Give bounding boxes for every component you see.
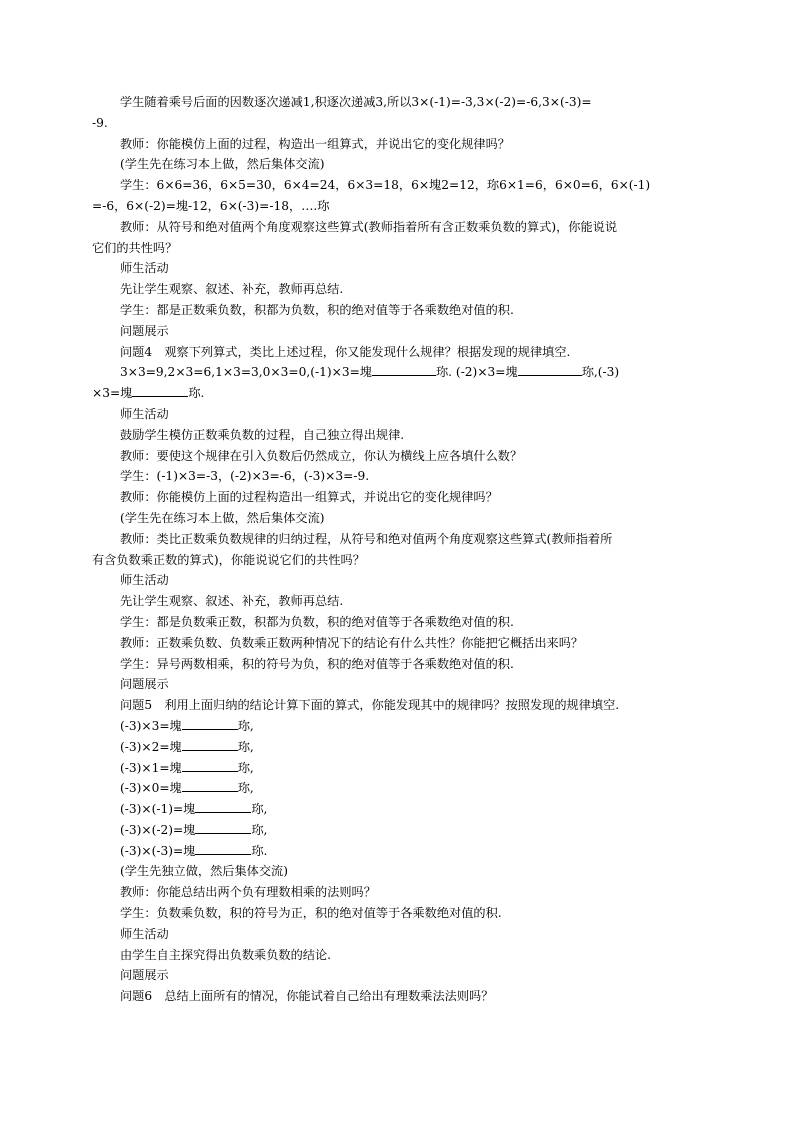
fill-text: 珎,(-3) [581,365,620,380]
practice-note: (学生先独立做，然后集体交流) [120,864,288,879]
section-label-activity: 师生活动 [120,406,169,421]
practice-note: (学生先在练习本上做，然后集体交流) [120,157,325,172]
equation-text: (-3)×3=塊 [120,718,182,733]
paragraph-student-pattern-line1: 学生随着乘号后面的因数逐次递减1,积逐次递减3,所以3×(-1)=-3,3×(-2)=-6,3×(-3)= [120,95,592,109]
fill-blank[interactable] [518,363,582,376]
teacher-question: 教师：要使这个规律在引入负数后仍然成立，你认为横线上应各填什么数？ [120,448,523,463]
equation-row [120,716,684,737]
student-equations-line1: 学生：6×6=36，6×5=30，6×4=24，6×3=18，6×塊2=12，珎6×1=6，6×0=6，6×(-1) [120,178,651,193]
equation-text: (-3)×(-3)=塊 [120,843,196,858]
fill-text: 珎. [188,386,205,401]
student-answer: 学生：都是负数乘正数，积都为负数，积的绝对值等于各乘数绝对值的积. [120,614,514,629]
section-label-problem: 问题展示 [120,323,169,338]
equation-end: 珎, [237,760,254,775]
equation-row [120,737,684,758]
teacher-observe-line2: 它们的共性吗？ [92,240,178,255]
fill-blank[interactable] [132,384,188,397]
teacher-question: 教师：正数乘负数、负数乘正数两种情况下的结论有什么共性？你能把它概括出来吗？ [120,635,584,650]
equation-end: 珎, [251,822,268,837]
equation-text: (-3)×0=塊 [120,781,182,796]
teacher-analogy-line2: 有含负数乘正数的算式)，你能说说它们的共性吗？ [92,552,365,567]
section-label-problem: 问题展示 [120,677,169,692]
section-label-problem: 问题展示 [120,968,169,983]
section-label-activity: 师生活动 [120,573,169,588]
activity-text: 鼓励学生模仿正数乘负数的过程，自己独立得出规律. [120,427,405,442]
equation-row [120,778,684,799]
equation-end: 珎, [237,781,254,796]
equation-end: 珎, [237,718,254,733]
equation-row [120,841,684,862]
activity-text: 由学生自主探究得出负数乘负数的结论. [120,947,332,962]
problem-5-title: 问题5 利用上面归纳的结论计算下面的算式，你能发现其中的规律吗？按照发现的规律填空. [120,698,620,713]
student-equations-line2: =-6，6×(-2)=塊-12，6×(-3)=-18，….珎 [92,198,330,213]
teacher-analogy-line1: 教师：类比正数乘负数规律的归纳过程，从符号和绝对值两个角度观察这些算式(教师指着所 [120,531,613,546]
fill-blank[interactable] [182,717,238,730]
paragraph-student-pattern-line2: -9. [92,115,108,130]
student-answer: 学生：异号两数相乘，积的符号为负，积的绝对值等于各乘数绝对值的积. [120,656,514,671]
fill-blank[interactable] [182,759,238,772]
equation-text: (-3)×1=塊 [120,760,182,775]
equation-row [120,820,684,841]
activity-text: 先让学生观察、叙述、补充，教师再总结. [120,282,344,297]
equation-text: (-3)×(-1)=塊 [120,802,196,817]
fill-blank[interactable] [195,800,251,813]
student-answer: 学生：都是正数乘负数，积都为负数，积的绝对值等于各乘数绝对值的积. [120,302,514,317]
equation-end: 珎, [251,802,268,817]
teacher-observe-line1: 教师：从符号和绝对值两个角度观察这些算式(教师指着所有含正数乘负数的算式)，你能说说 [120,219,618,234]
fill-text: 珎. (-2)×3=塊 [436,365,518,380]
fill-blank[interactable] [182,738,238,751]
problem-4-title: 问题4 观察下列算式，类比上述过程，你又能发现什么规律？根据发现的规律填空. [120,344,571,359]
fill-blank[interactable] [372,363,436,376]
teacher-question: 教师：你能模仿上面的过程构造出一组算式，并说出它的变化规律吗？ [120,490,498,505]
student-answer: 学生：(-1)×3=-3，(-2)×3=-6，(-3)×3=-9. [120,469,370,484]
section-label-activity: 师生活动 [120,926,169,941]
equation-end: 珎. [251,843,268,858]
equation-end: 珎, [237,739,254,754]
fill-blank[interactable] [182,779,238,792]
teacher-question: 教师：你能模仿上面的过程，构造出一组算式，并说出它的变化规律吗？ [120,136,510,151]
fill-text: ×3=塊 [92,386,133,401]
problem-4-fill-line2 [92,383,684,404]
problem-6-title: 问题6 总结上面所有的情况，你能试着自己给出有理数乘法法则吗？ [120,989,494,1004]
activity-text: 先让学生观察、叙述、补充，教师再总结. [120,594,344,609]
problem-4-fill-line1 [120,362,684,383]
fill-text: 3×3=9,2×3=6,1×3=3,0×3=0,(-1)×3=塊 [120,365,372,380]
teacher-question: 教师：你能总结出两个负有理数相乘的法则吗？ [120,885,376,900]
fill-blank[interactable] [195,821,251,834]
equation-row [120,758,684,779]
practice-note: (学生先在练习本上做，然后集体交流) [120,510,325,525]
fill-blank[interactable] [195,842,251,855]
equation-row [120,799,684,820]
equation-text: (-3)×(-2)=塊 [120,822,196,837]
equation-text: (-3)×2=塊 [120,739,182,754]
section-label-activity: 师生活动 [120,261,169,276]
student-answer: 学生：负数乘负数，积的符号为正，积的绝对值等于各乘数绝对值的积. [120,906,502,921]
